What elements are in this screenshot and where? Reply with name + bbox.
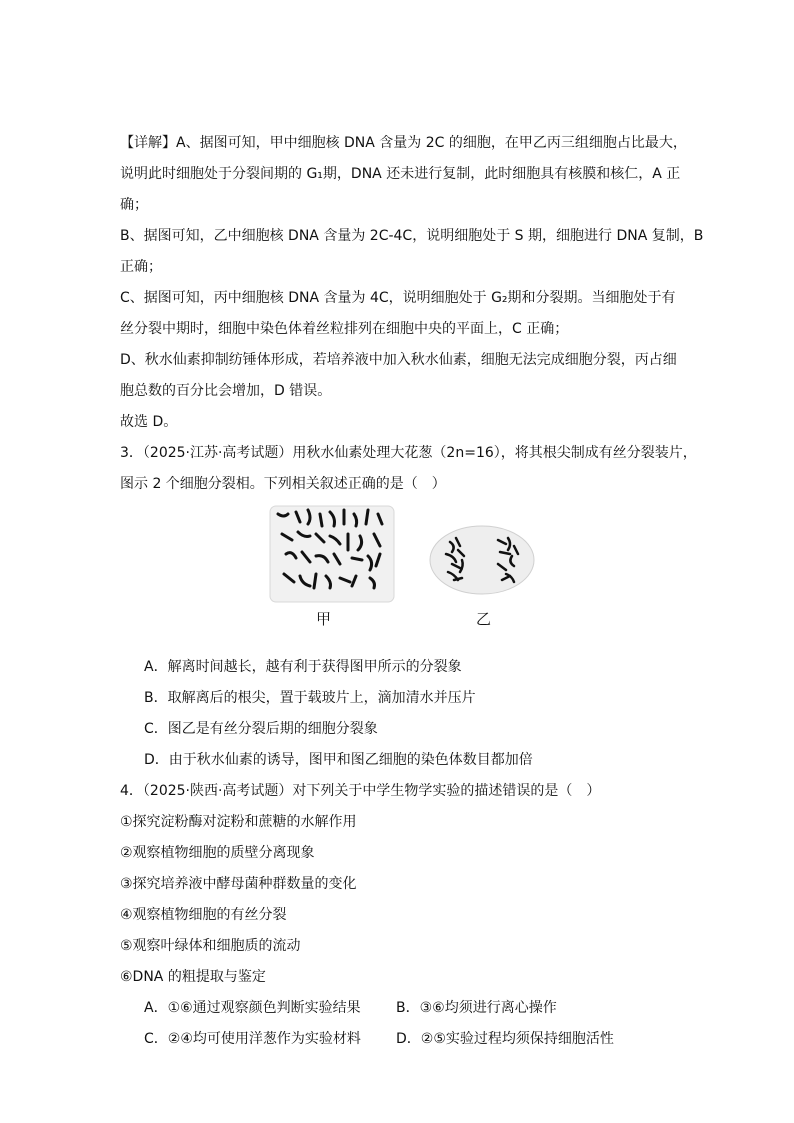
experiment-item: ①探究淀粉酶对淀粉和蔗糖的水解作用 <box>120 814 357 830</box>
explanation-line: 说明此时细胞处于分裂间期的 G₁期，DNA 还未进行复制，此时细胞具有核膜和核仁，A 正 <box>120 166 681 182</box>
question-stem: 4．（2025·陕西·高考试题）对下列关于中学生物学实验的描述错误的是（ ） <box>120 783 601 799</box>
explanation-line: D、秋水仙素抑制纺锤体形成，若培养液中加入秋水仙素，细胞无法完成细胞分裂，丙占细 <box>120 352 677 368</box>
explanation-line: 【详解】A、据图可知，甲中细胞核 DNA 含量为 2C 的细胞，在甲乙丙三组细胞占比最大， <box>120 135 687 151</box>
option-c: C．图乙是有丝分裂后期的细胞分裂象 <box>144 721 378 737</box>
question-stem: 图示 2 个细胞分裂相。下列相关叙述正确的是（ ） <box>120 476 446 492</box>
cell-jia-image <box>268 504 396 604</box>
option-b: B．③⑥均须进行离心操作 <box>396 1000 557 1016</box>
explanation-line: 正确； <box>120 259 162 275</box>
question-stem: 3．（2025·江苏·高考试题）用秋水仙素处理大花葱（2n=16），将其根尖制成有丝分裂装片， <box>120 445 697 461</box>
option-d: D．由于秋水仙素的诱导，图甲和图乙细胞的染色体数目都加倍 <box>144 752 533 768</box>
option-b: B．取解离后的根尖，置于载玻片上，滴加清水并压片 <box>144 690 476 706</box>
option-row <box>120 1024 690 1055</box>
explanation-line: C、据图可知，丙中细胞核 DNA 含量为 4C，说明细胞处于 G₂期和分裂期。当细胞处于有 <box>120 290 676 306</box>
question-4 <box>120 776 690 1055</box>
option-a: A．解离时间越长，越有利于获得图甲所示的分裂象 <box>144 659 462 675</box>
option-row <box>120 993 690 1024</box>
experiment-item: ②观察植物细胞的质壁分离现象 <box>120 845 315 861</box>
experiment-item: ⑥DNA 的粗提取与鉴定 <box>120 969 266 985</box>
explanation-line: 丝分裂中期时，细胞中染色体着丝粒排列在细胞中央的平面上，C 正确； <box>120 321 569 337</box>
explanation-line: B、据图可知，乙中细胞核 DNA 含量为 2C-4C，说明细胞处于 S 期，细胞进行 DNA 复制，B <box>120 228 704 244</box>
option-d: D．②⑤实验过程均须保持细胞活性 <box>396 1031 614 1047</box>
option-a: A．①⑥通过观察颜色判断实验结果 <box>144 1000 361 1016</box>
cell-division-figure <box>120 504 690 646</box>
figure-label-jia: 甲 <box>316 610 332 628</box>
explanation-line: 胞总数的百分比会增加，D 错误。 <box>120 383 332 399</box>
explanation-block <box>120 128 704 438</box>
experiment-item: ⑤观察叶绿体和细胞质的流动 <box>120 938 301 954</box>
experiment-item: ④观察植物细胞的有丝分裂 <box>120 907 287 923</box>
experiment-item: ③探究培养液中酵母菌种群数量的变化 <box>120 876 357 892</box>
figure-label-yi: 乙 <box>476 610 492 628</box>
explanation-line: 确； <box>120 197 148 213</box>
cell-yi-image <box>428 524 536 596</box>
option-c: C．②④均可使用洋葱作为实验材料 <box>144 1031 361 1047</box>
page-content <box>120 128 704 1055</box>
explanation-line: 故选 D。 <box>120 414 178 430</box>
question-3 <box>120 438 697 776</box>
